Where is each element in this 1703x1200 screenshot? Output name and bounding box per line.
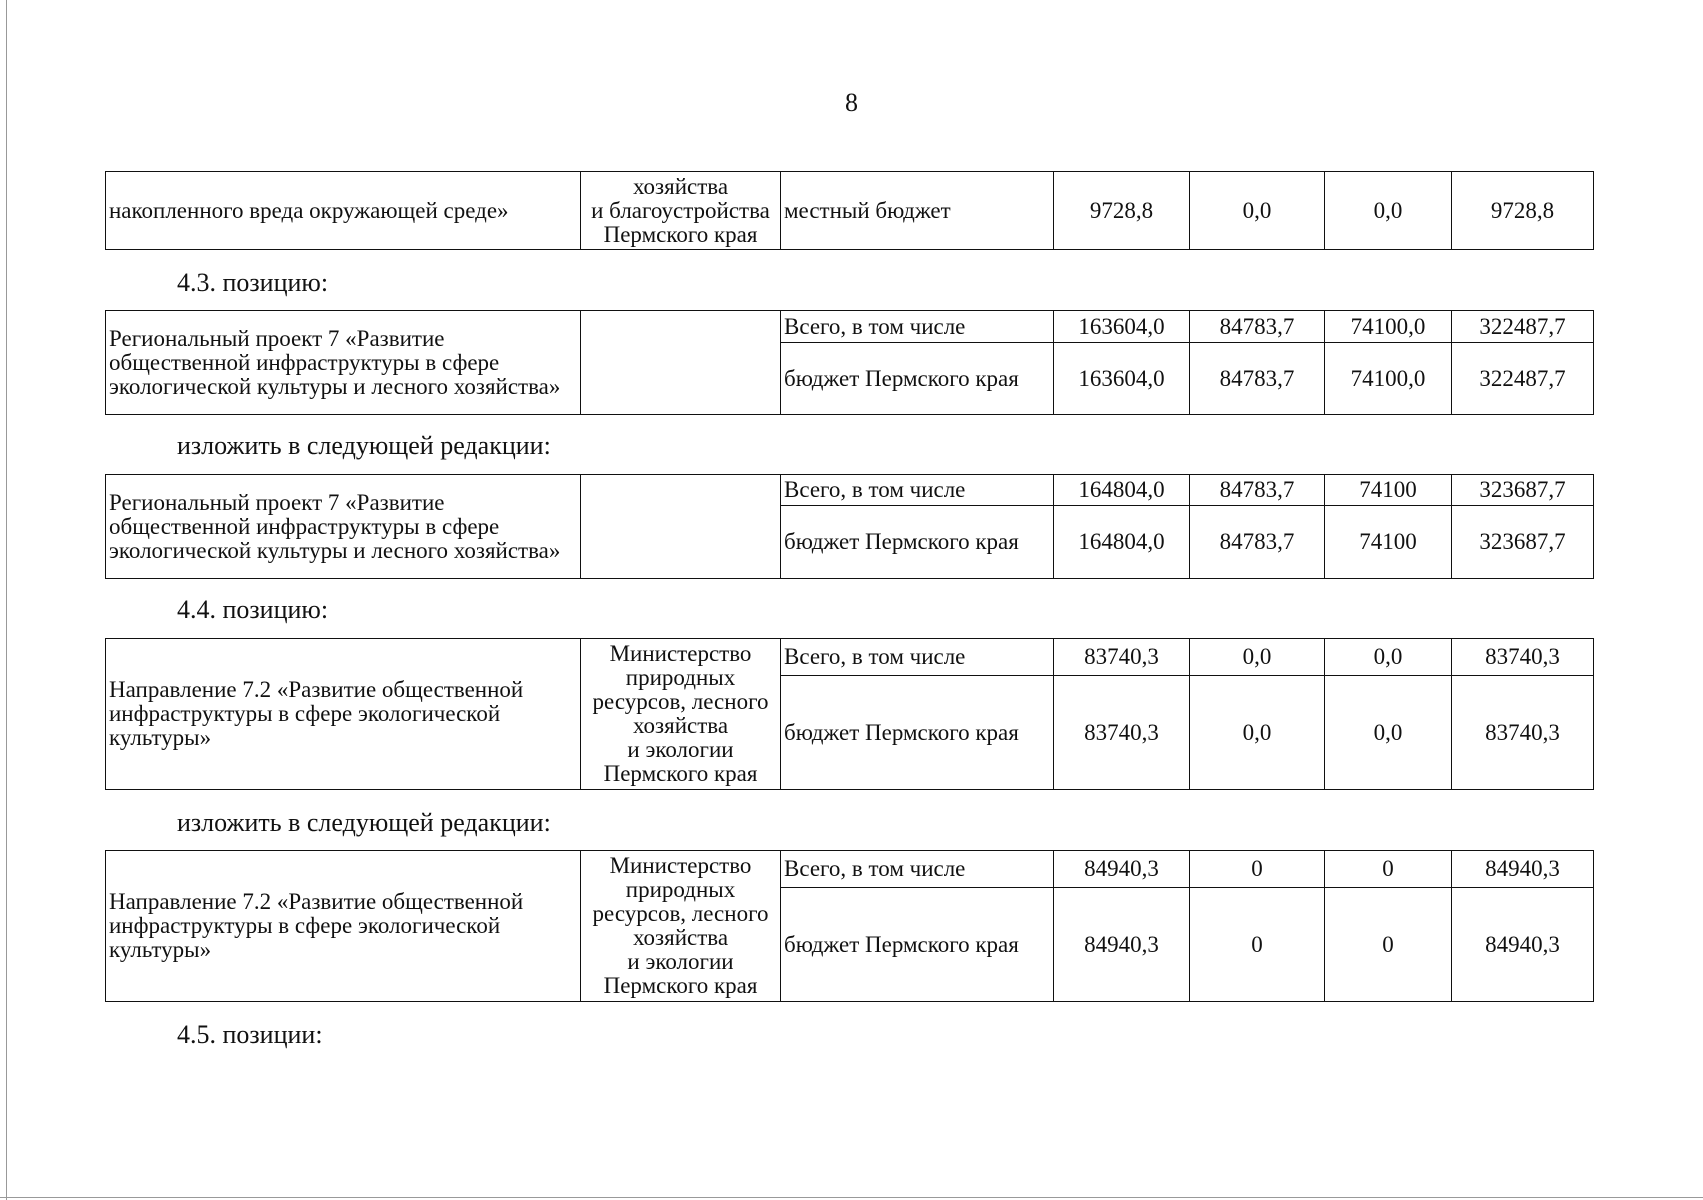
value-cell: 0 xyxy=(1190,888,1325,1002)
total-cell: 322487,7 xyxy=(1452,311,1594,343)
org-line: Министерство xyxy=(609,853,752,878)
funding-source: Всего, в том числе xyxy=(781,475,1054,506)
position-name: Направление 7.2 «Развитие общественной инфраструктуры в сфере экологической культуры» xyxy=(106,639,581,790)
section-heading: изложить в следующей редакции: xyxy=(177,431,551,460)
scan-edge-line xyxy=(0,1197,1703,1198)
budget-table-current xyxy=(105,310,1594,415)
value-cell: 0,0 xyxy=(1325,172,1452,250)
section-heading: 4.5. позиции: xyxy=(177,1020,323,1049)
position-name: Региональный проект 7 «Развитие общественной инфраструктуры в сфере экологической культуры и лесного хозяйства» xyxy=(106,475,581,579)
table-row xyxy=(106,311,1594,343)
table-row xyxy=(106,639,1594,676)
position-name: Региональный проект 7 «Развитие общественной инфраструктуры в сфере экологической культуры и лесного хозяйства» xyxy=(106,311,581,415)
table-row xyxy=(106,172,1594,250)
org-line: Пермского края xyxy=(603,973,758,998)
value-cell: 9728,8 xyxy=(1054,172,1190,250)
value-cell: 84783,7 xyxy=(1190,343,1325,415)
table-row xyxy=(106,851,1594,888)
responsible-org xyxy=(581,851,781,1002)
funding-source: местный бюджет xyxy=(781,172,1054,250)
funding-source: Всего, в том числе xyxy=(781,851,1054,888)
org-line: хозяйства xyxy=(632,173,729,199)
value-cell: 84940,3 xyxy=(1054,851,1190,888)
funding-source: Всего, в том числе xyxy=(781,639,1054,676)
table-row xyxy=(106,475,1594,506)
section-heading: изложить в следующей редакции: xyxy=(177,808,551,837)
responsible-org xyxy=(581,311,781,415)
value-cell: 163604,0 xyxy=(1054,311,1190,343)
org-line: Министерство xyxy=(609,641,752,666)
funding-source: бюджет Пермского края xyxy=(781,676,1054,790)
total-cell: 84940,3 xyxy=(1452,888,1594,1002)
value-cell: 0 xyxy=(1190,851,1325,888)
total-cell: 83740,3 xyxy=(1452,639,1594,676)
value-cell: 84940,3 xyxy=(1054,888,1190,1002)
page-number: 8 xyxy=(845,88,858,117)
budget-table-revised xyxy=(105,850,1594,1002)
org-line: ресурсов, лесного xyxy=(592,689,769,714)
value-cell: 74100,0 xyxy=(1325,311,1452,343)
value-cell: 74100,0 xyxy=(1325,343,1452,415)
org-line: и экологии xyxy=(627,949,734,974)
value-cell: 164804,0 xyxy=(1054,506,1190,579)
org-line: и экологии xyxy=(627,737,734,762)
budget-table-revised xyxy=(105,474,1594,579)
budget-table-current xyxy=(105,638,1594,790)
position-name: накопленного вреда окружающей среде» xyxy=(106,172,581,250)
total-cell: 322487,7 xyxy=(1452,343,1594,415)
value-cell: 0,0 xyxy=(1325,676,1452,790)
funding-source: бюджет Пермского края xyxy=(781,888,1054,1002)
org-line: и благоустройства xyxy=(591,197,770,223)
budget-table-continuation xyxy=(105,171,1594,250)
value-cell: 83740,3 xyxy=(1054,676,1190,790)
value-cell: 163604,0 xyxy=(1054,343,1190,415)
responsible-org xyxy=(581,475,781,579)
value-cell: 0 xyxy=(1325,851,1452,888)
section-heading: 4.3. позицию: xyxy=(177,268,329,297)
total-cell: 84940,3 xyxy=(1452,851,1594,888)
total-cell: 9728,8 xyxy=(1452,172,1594,250)
position-name: Направление 7.2 «Развитие общественной инфраструктуры в сфере экологической культуры» xyxy=(106,851,581,1002)
value-cell: 83740,3 xyxy=(1054,639,1190,676)
org-line: природных xyxy=(625,665,736,690)
org-line: Пермского края xyxy=(603,761,758,786)
value-cell: 84783,7 xyxy=(1190,506,1325,579)
value-cell: 84783,7 xyxy=(1190,475,1325,506)
total-cell: 83740,3 xyxy=(1452,676,1594,790)
value-cell: 74100 xyxy=(1325,475,1452,506)
value-cell: 84783,7 xyxy=(1190,311,1325,343)
value-cell: 0,0 xyxy=(1190,172,1325,250)
value-cell: 164804,0 xyxy=(1054,475,1190,506)
value-cell: 74100 xyxy=(1325,506,1452,579)
value-cell: 0,0 xyxy=(1190,639,1325,676)
org-line: хозяйства xyxy=(632,713,729,738)
responsible-org xyxy=(581,639,781,790)
total-cell: 323687,7 xyxy=(1452,475,1594,506)
value-cell: 0,0 xyxy=(1325,639,1452,676)
org-line: хозяйства xyxy=(632,925,729,950)
org-line: ресурсов, лесного xyxy=(592,901,769,926)
org-line: Пермского края xyxy=(603,221,758,247)
responsible-org xyxy=(581,172,781,250)
org-line: природных xyxy=(625,877,736,902)
scan-edge-line xyxy=(6,0,7,1200)
total-cell: 323687,7 xyxy=(1452,506,1594,579)
section-heading: 4.4. позицию: xyxy=(177,595,329,624)
value-cell: 0,0 xyxy=(1190,676,1325,790)
value-cell: 0 xyxy=(1325,888,1452,1002)
funding-source: бюджет Пермского края xyxy=(781,506,1054,579)
funding-source: Всего, в том числе xyxy=(781,311,1054,343)
funding-source: бюджет Пермского края xyxy=(781,343,1054,415)
